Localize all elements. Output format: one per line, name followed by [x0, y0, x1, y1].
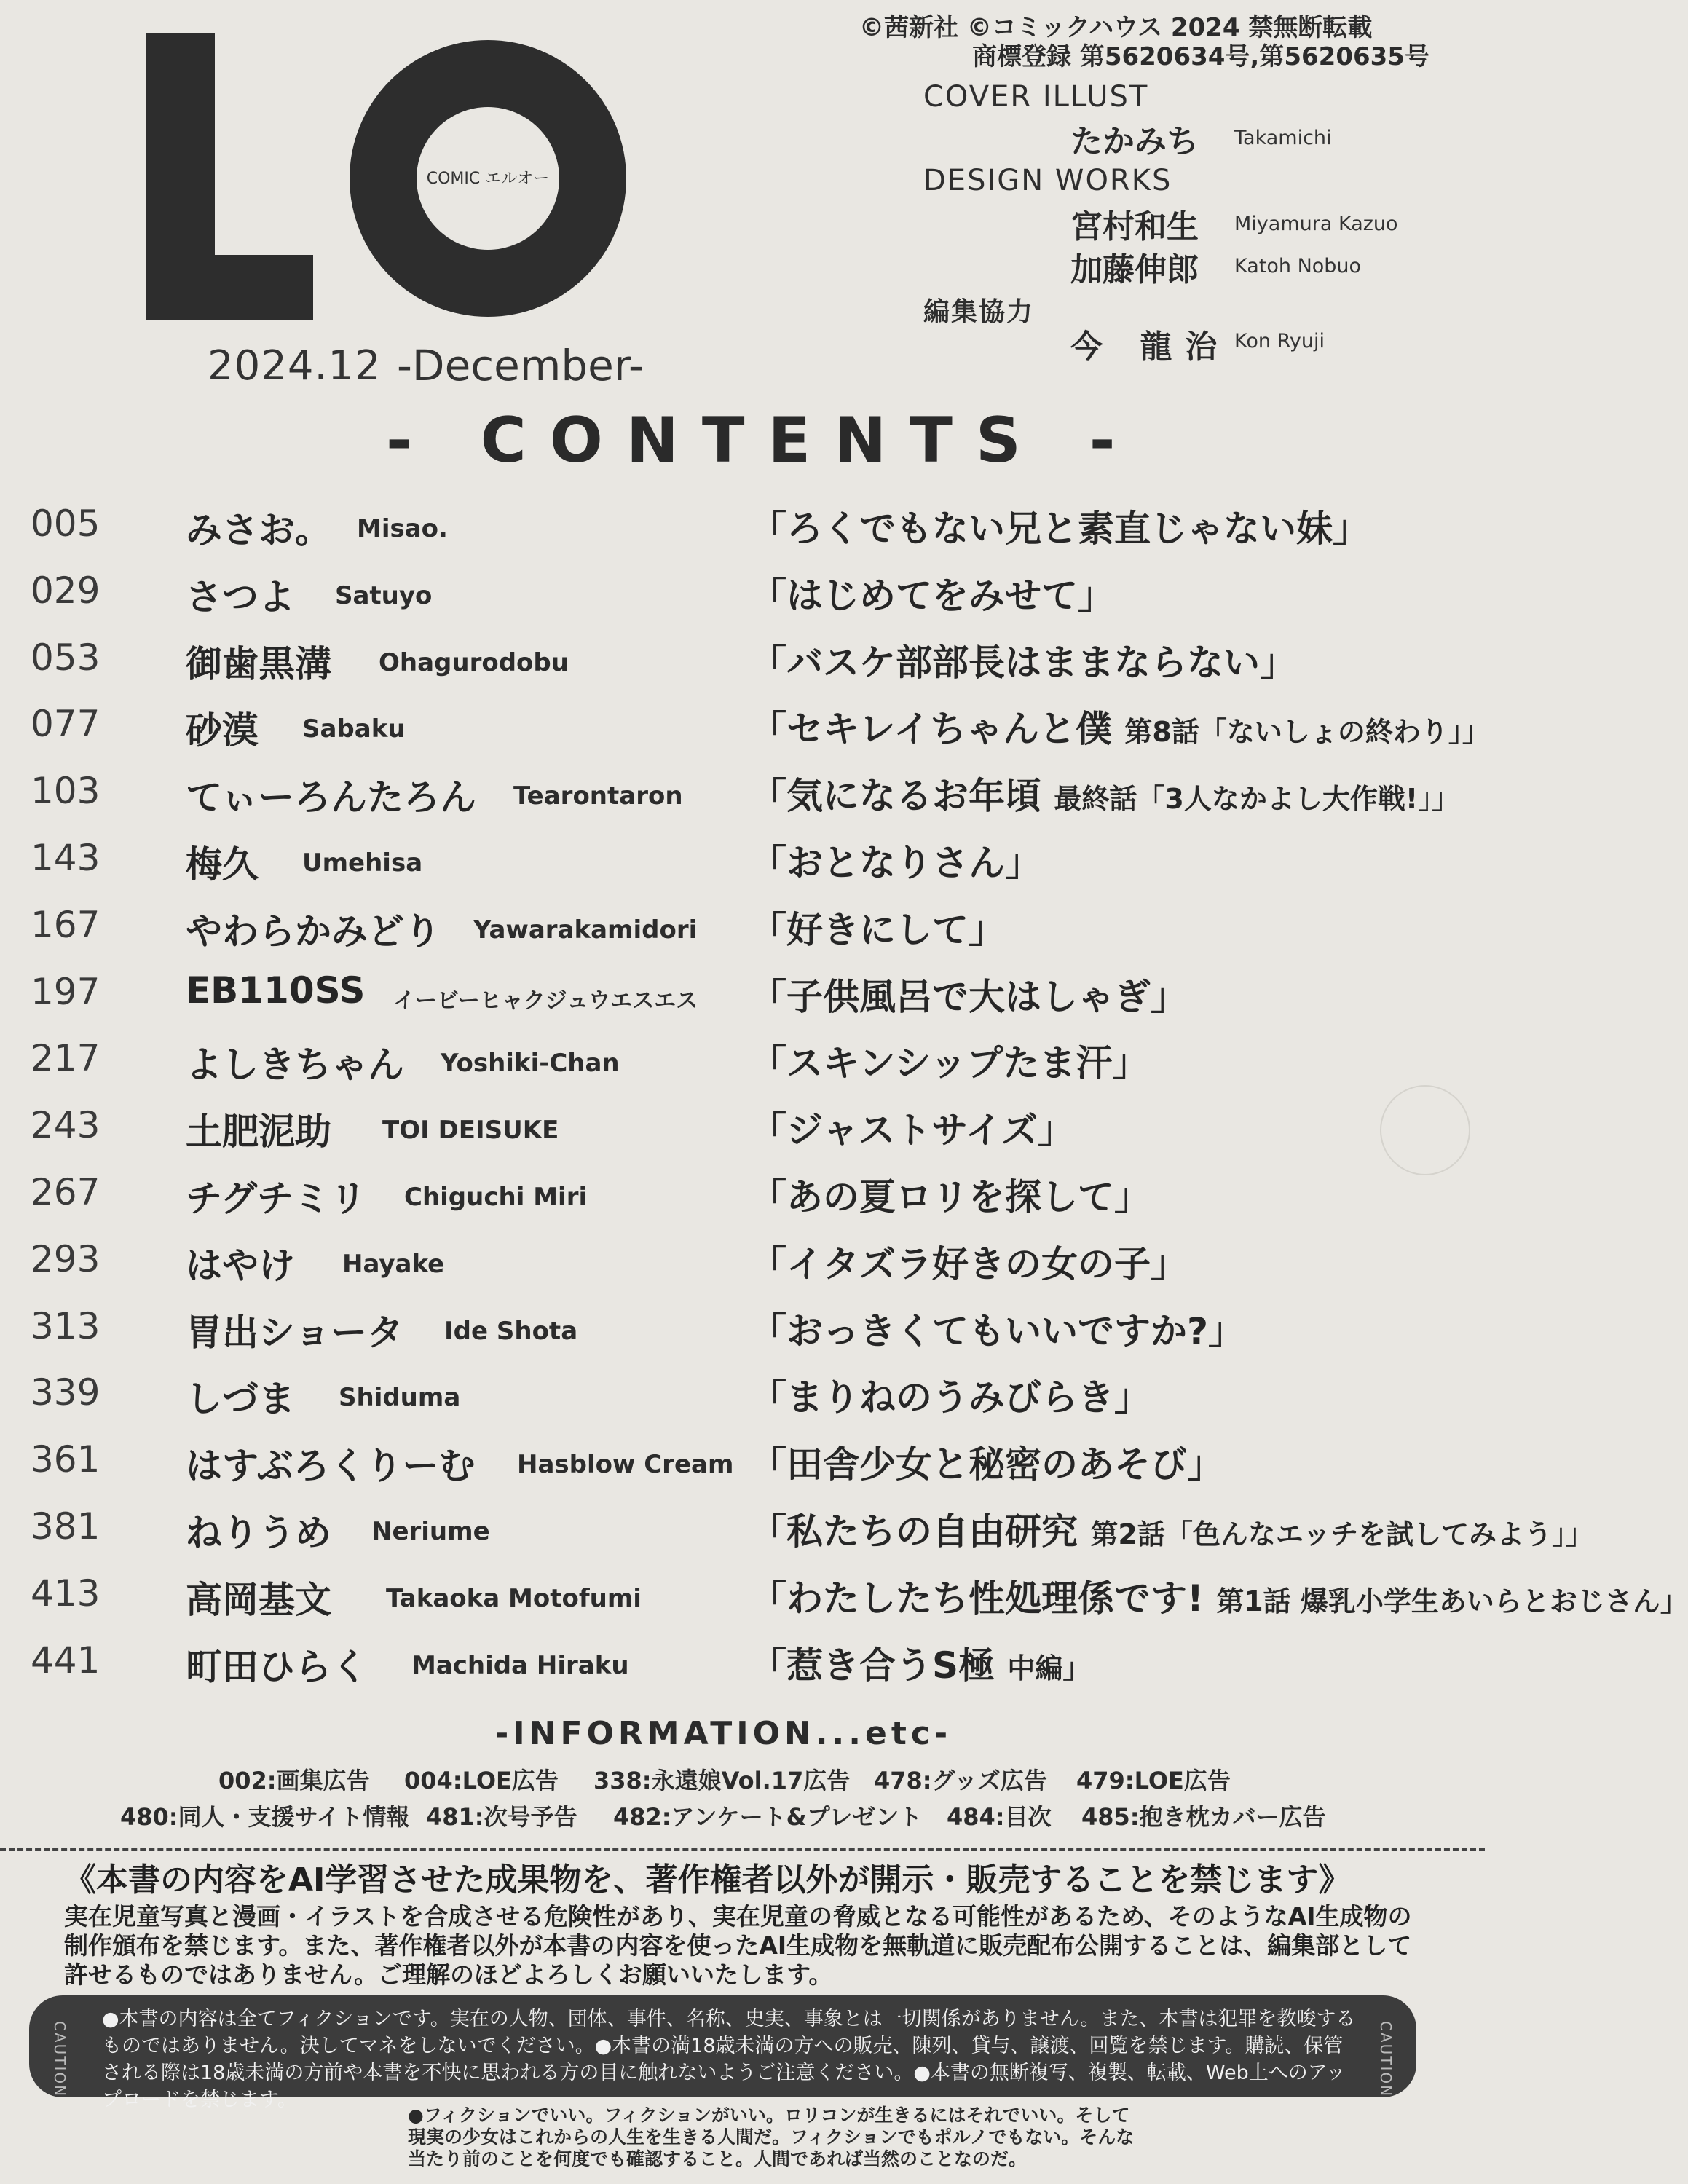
issue-month: -December- [397, 341, 644, 390]
page-number: 441 [31, 1639, 100, 1682]
story-title-main: 「セキレイちゃんと僕 [750, 708, 1125, 751]
story-title-main: 「子供風呂で大はしゃぎ」 [750, 975, 1187, 1018]
author-roman: Hasblow Cream [517, 1450, 734, 1480]
page-number: 267 [31, 1171, 100, 1213]
ai-notice-body: 実在児童写真と漫画・イラストを合成させる危険性があり、実在児童の脅威となる可能性があるため、そのようなAI生成物の制作頒布を禁じます。また、著作権者以外が本書の内容を使ったAI生成物を無軌道に販売配布公開することは、編集部として許せるものではありません。ご理解のほどよろしくお願いいたします。 [64, 1902, 1412, 1989]
author-name: しづま [186, 1378, 295, 1421]
page-number: 413 [31, 1572, 100, 1615]
editor-heading: 編集協力 [923, 297, 1035, 327]
story-title-main: 「はじめてをみせて」 [750, 574, 1114, 617]
story-title [750, 834, 1041, 886]
author-name: よしきちゃん [186, 1044, 404, 1087]
author-roman: Neriume [371, 1517, 490, 1546]
author-roman: Takaoka Motofumi [386, 1583, 642, 1613]
author-roman: Sabaku [302, 714, 406, 744]
story-title [750, 1435, 1223, 1488]
story-title-main: 「イタズラ好きの女の子」 [750, 1242, 1187, 1285]
story-title-main: 「スキンシップたま汗」 [750, 1042, 1149, 1085]
author-roman: Hayake [342, 1249, 445, 1279]
contents-row [0, 1305, 1485, 1372]
cover-illustrator-roman: Takamichi [1234, 127, 1332, 149]
author-name: チグチミリ [186, 1178, 366, 1220]
story-title-main: 「田舎少女と秘密のあそび」 [750, 1443, 1223, 1486]
story-title-sub: 中編」 [1007, 1652, 1091, 1684]
story-title [750, 901, 1005, 953]
story-title-main: 「ジャストサイズ」 [750, 1109, 1074, 1152]
page-number: 103 [31, 770, 100, 813]
issue-date: 2024.12 [208, 342, 382, 390]
contents-row [0, 770, 1485, 837]
contents-title: - CONTENTS - [386, 404, 1139, 477]
story-title [750, 500, 1369, 552]
author-name: 胃出ショータ [186, 1311, 403, 1354]
author-roman: Chiguchi Miri [404, 1183, 588, 1212]
contents-row [0, 1104, 1485, 1171]
story-title-main: 「気になるお年頃 [750, 775, 1054, 818]
author-roman: Tearontaron [513, 781, 683, 811]
information-item: 485:抱き枕カバー広告 [1081, 1803, 1326, 1831]
editor-roman: Kon Ryuji [1234, 330, 1325, 352]
story-title [750, 1235, 1187, 1288]
story-title-main: 「あの夏ロリを探して」 [750, 1176, 1151, 1218]
story-title-main: 「まりねのうみびらき」 [750, 1376, 1151, 1419]
logo-tag: COMIC エルオー [426, 170, 550, 188]
story-title [750, 1302, 1245, 1355]
story-title-sub: 第1話 爆乳小学生あいらとおじさん」 [1216, 1585, 1688, 1617]
author-name: はすぶろくりーむ [186, 1445, 476, 1488]
page-number: 143 [31, 837, 100, 879]
author-name: EB110SS [186, 969, 366, 1012]
page-number: 217 [31, 1037, 100, 1080]
designer-name-2: 加藤伸郎 [1070, 251, 1199, 288]
author-roman: TOI DEISUKE [382, 1116, 559, 1146]
author-name: 御歯黒溝 [186, 642, 331, 685]
author-name: はやけ [186, 1244, 295, 1287]
page-number: 313 [31, 1304, 100, 1347]
contents-row [0, 1171, 1485, 1238]
story-title [750, 1502, 1593, 1555]
contents-row [0, 1639, 1485, 1706]
caution-label-right: CAUTION [1377, 2021, 1395, 2098]
page-number: 053 [31, 636, 100, 679]
author-roman: Ohagurodobu [379, 647, 569, 677]
contents-row [0, 1438, 1485, 1505]
story-title [750, 1636, 1090, 1689]
information-item: 480:同人・支援サイト情報 [120, 1803, 410, 1831]
author-name: 高岡基文 [186, 1578, 331, 1621]
designer-roman-2: Katoh Nobuo [1234, 255, 1362, 277]
story-title [750, 567, 1114, 619]
story-title [750, 1034, 1148, 1087]
ai-notice-heading: 《本書の内容をAI学習させた成果物を、著作権者以外が開示・販売することを禁じます》 [64, 1861, 1351, 1899]
page-number: 381 [31, 1505, 100, 1548]
contents-row [0, 1505, 1594, 1572]
contents-row [0, 1371, 1485, 1438]
information-item: 338:永遠娘Vol.17広告 [593, 1767, 851, 1794]
contents-row [0, 1572, 1688, 1639]
author-name: みさお。 [186, 509, 331, 551]
page-number: 029 [31, 569, 100, 612]
story-title-main: 「私たちの自由研究 [750, 1510, 1091, 1553]
author-roman: Machida Hiraku [411, 1650, 629, 1680]
cover-illust-heading: COVER ILLUST [923, 80, 1149, 114]
information-title: -INFORMATION...etc- [495, 1715, 953, 1752]
story-title-main: 「ろくでもない兄と素直じゃない妹」 [750, 508, 1369, 550]
editor-name: 今 龍治 [1070, 328, 1231, 366]
caution-text: ●本書の内容は全てフィクションです。実在の人物、団体、事件、名称、史実、事象とは一切関係がありません。また、本書は犯罪を教唆するものではありません。決してマネをしないでください。●本書の満18歳未満の方への販売、陳列、貸与、譲渡、回覧を禁じます。購読、保管される際は18歳未満の方前や本書を不快に思われる方の目に触れないようご注意ください。●本書の無断複写、複製、転載、Web上へのアップロードを禁じます。 [102, 2008, 1356, 2111]
author-name: てぃーろんたろん [186, 776, 476, 819]
caution-label-left: CAUTION [51, 2021, 68, 2098]
story-title [750, 1368, 1151, 1421]
story-title-sub: 第8話「ないしょの終わり」」 [1124, 716, 1490, 749]
page-number: 243 [31, 1104, 100, 1147]
author-name: 町田ひらく [186, 1645, 368, 1688]
design-works-heading: DESIGN WORKS [923, 164, 1172, 197]
page-number: 197 [31, 970, 100, 1013]
dashed-divider [0, 1848, 1485, 1851]
information-item: 004:LOE広告 [404, 1767, 559, 1794]
story-title [750, 1101, 1074, 1154]
story-title [750, 767, 1459, 819]
author-roman: Ide Shota [444, 1316, 578, 1346]
information-item: 002:画集広告 [218, 1767, 370, 1794]
page-number: 361 [31, 1438, 100, 1481]
page-number: 293 [31, 1237, 100, 1280]
author-roman: Misao. [357, 514, 448, 543]
contents-row [0, 837, 1485, 904]
page-number: 077 [31, 703, 100, 746]
information-item: 479:LOE広告 [1076, 1767, 1231, 1794]
story-title-main: 「バスケ部部長はままならない」 [750, 641, 1296, 684]
footer-statement: ●フィクションでいい。フィクションがいい。ロリコンが生きるにはそれでいい。そして現実の少女はこれからの人生を生きる人間だ。フィクションでもポルノでもない。そんな当たり前のことを何度でも確認すること。人間であれば当然のことなのだ。 [408, 2105, 1135, 2169]
contents-row [0, 1037, 1485, 1104]
information-item: 484:目次 [947, 1803, 1052, 1831]
author-name: 砂漠 [186, 709, 259, 752]
author-roman: Umehisa [302, 848, 423, 878]
caution-box [29, 1995, 1416, 2111]
story-title-main: 「好きにして」 [750, 908, 1005, 951]
story-title-main: 「わたしたち性処理係です! [750, 1577, 1217, 1620]
designer-roman-1: Miyamura Kazuo [1234, 213, 1398, 235]
author-name: さつよ [186, 575, 295, 618]
background-art-fragment [1380, 1085, 1470, 1175]
author-name: 梅久 [186, 843, 259, 886]
contents-row [0, 971, 1485, 1038]
story-title [750, 634, 1296, 686]
story-title-main: 「おっきくてもいいですか?」 [750, 1309, 1245, 1352]
author-name: ねりうめ [186, 1512, 331, 1554]
page-number: 005 [31, 502, 100, 545]
page-number: 339 [31, 1371, 100, 1414]
designer-name-1: 宮村和生 [1070, 208, 1199, 245]
page-number: 167 [31, 903, 100, 946]
contents-row [0, 502, 1485, 569]
story-title [750, 1569, 1688, 1622]
author-roman: Yawarakamidori [473, 915, 698, 945]
author-name: やわらかみどり [186, 910, 441, 953]
information-item: 478:グッズ広告 [874, 1767, 1047, 1794]
information-item: 482:アンケート&プレゼント [613, 1803, 923, 1831]
lo-logo [146, 29, 641, 335]
author-roman: イービーヒャクジュウエスエス [393, 987, 698, 1014]
author-roman: Shiduma [339, 1383, 461, 1413]
story-title-sub: 最終話「3人なかよし大作戦!」」 [1054, 783, 1460, 816]
contents-row [0, 1238, 1485, 1305]
story-title [750, 968, 1187, 1020]
story-title [750, 700, 1490, 752]
contents-row [0, 904, 1485, 971]
author-roman: Yoshiki-Chan [441, 1049, 620, 1079]
contents-row [0, 703, 1490, 770]
story-title-main: 「惹き合うS極 [750, 1644, 1008, 1687]
copyright-line: ©茜新社 ©コミックハウス 2024 禁無断転載 [859, 13, 1373, 42]
author-name: 土肥泥助 [186, 1111, 331, 1154]
story-title [750, 1168, 1151, 1221]
story-title-sub: 第2話「色んなエッチを試してみよう」」 [1090, 1518, 1594, 1550]
author-roman: Satuyo [335, 580, 433, 610]
story-title-main: 「おとなりさん」 [750, 842, 1041, 884]
contents-row [0, 636, 1485, 703]
information-item: 481:次号予告 [426, 1803, 577, 1831]
trademark-line: 商標登録 第5620634号,第5620635号 [972, 42, 1429, 71]
contents-row [0, 569, 1485, 636]
cover-illustrator-name: たかみち [1070, 123, 1199, 160]
